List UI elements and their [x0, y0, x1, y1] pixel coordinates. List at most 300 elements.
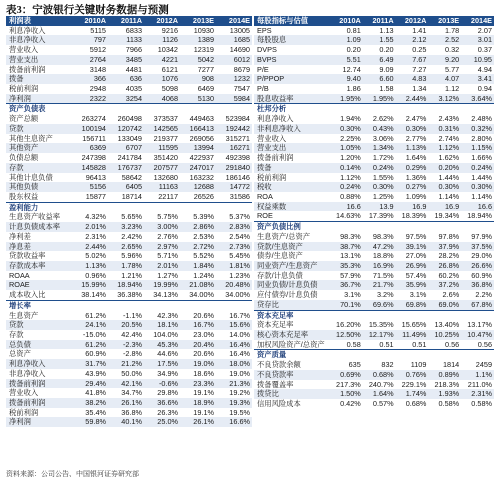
- row-label: 净利润: [6, 94, 72, 104]
- row-label: EPS: [257, 25, 272, 35]
- row-label: P/PPOP: [254, 74, 330, 84]
- cell-value: 97.8%: [438, 231, 460, 241]
- cell-value: 16.6: [330, 202, 363, 212]
- cell-value: 26526: [193, 191, 214, 201]
- cell-value: 145828: [72, 163, 108, 173]
- cell-value: 1.09%: [405, 191, 427, 201]
- cell-value: 156711: [82, 133, 106, 143]
- cell-value: 1.14%: [471, 191, 492, 201]
- cell-value: 26.3%: [157, 407, 178, 417]
- cell-value: 14772: [216, 182, 252, 192]
- row-label: 拨备: [6, 74, 72, 84]
- cell-value: 13.40%: [434, 320, 460, 330]
- year-column-header: 2014E: [461, 16, 494, 26]
- cell-value: 373537: [153, 114, 178, 124]
- cell-value: 16.4%: [216, 340, 252, 350]
- cell-value: 16.6: [461, 202, 494, 212]
- cell-value: 5.51: [330, 55, 363, 65]
- table-row: [254, 320, 494, 330]
- row-label: 非息净收入: [9, 368, 46, 378]
- cell-value: 0.69%: [330, 370, 363, 380]
- cell-value: 25.0%: [144, 417, 180, 427]
- row-label: 拨备: [254, 163, 330, 173]
- row-label: 成本收入比: [9, 290, 46, 300]
- cell-value: 37.2%: [428, 280, 461, 290]
- cell-value: 186146: [225, 172, 250, 182]
- left-financial-table: [6, 16, 252, 427]
- row-label: 营业收入: [9, 388, 39, 398]
- cell-value: 3148: [89, 64, 106, 74]
- table-row: [254, 330, 494, 340]
- cell-value: 70.1%: [330, 300, 363, 310]
- cell-value: 6.49: [363, 55, 396, 65]
- cell-value: 2.62%: [372, 114, 394, 124]
- source-footnote: [6, 469, 139, 479]
- table-section-row: [254, 104, 494, 114]
- table-row: [254, 280, 494, 290]
- cell-value: 422937: [189, 153, 214, 163]
- cell-value: -2.8%: [122, 349, 142, 359]
- cell-value: 797: [72, 35, 108, 45]
- row-label: 生息资产: [9, 310, 39, 320]
- table-row: [6, 388, 252, 398]
- cell-value: 5.96%: [121, 251, 142, 261]
- cell-value: 98.3%: [372, 231, 394, 241]
- cell-value: 18.0%: [216, 359, 252, 369]
- table-row: [254, 114, 494, 124]
- cell-value: 15.6%: [216, 320, 252, 330]
- cell-value: 6405: [108, 182, 144, 192]
- table-row: [254, 173, 494, 183]
- cell-value: 41.8%: [85, 388, 106, 398]
- cell-value: 7966: [125, 45, 142, 55]
- cell-value: 13.17%: [467, 320, 492, 330]
- cell-value: 39.1%: [396, 242, 429, 252]
- cell-value: 9.09: [379, 64, 394, 74]
- cell-value: 247398: [81, 153, 106, 163]
- cell-value: 1.72%: [372, 153, 394, 163]
- cell-value: 26.6%: [461, 261, 494, 271]
- cell-value: 28.2%: [438, 251, 460, 261]
- valuation-dupont-table: [254, 16, 494, 409]
- row-label: 存款成本率: [6, 261, 72, 271]
- table-row: [6, 74, 252, 84]
- cell-value: 97.5%: [405, 231, 427, 241]
- cell-value: 1.58: [379, 84, 394, 94]
- table-row: [6, 290, 252, 300]
- cell-value: 1.81%: [216, 261, 252, 271]
- cell-value: 60.9%: [85, 349, 106, 359]
- cell-value: 2.48%: [471, 114, 492, 124]
- cell-value: 5.77: [444, 64, 460, 74]
- cell-value: 1.24%: [193, 270, 214, 280]
- cell-value: 2322: [72, 94, 108, 104]
- cell-value: 18.94%: [108, 280, 144, 290]
- cell-value: 1.05%: [330, 143, 363, 153]
- cell-value: 1.34: [412, 84, 427, 94]
- cell-value: 19.34%: [434, 211, 460, 221]
- cell-value: 34.7%: [121, 388, 142, 398]
- cell-value: 2.44%: [72, 242, 108, 252]
- cell-value: 1.13%: [72, 261, 108, 271]
- cell-value: 240.7%: [368, 379, 394, 389]
- row-label: 生息资产收益率: [9, 212, 61, 222]
- cell-value: 19.1%: [193, 407, 214, 417]
- cell-value: 9216: [161, 25, 178, 35]
- section-title: 资产质量: [254, 350, 494, 360]
- table-row: [254, 84, 494, 94]
- cell-value: 2.01%: [144, 261, 180, 271]
- cell-value: 1232: [216, 74, 252, 84]
- cell-value: 37.5%: [461, 242, 494, 252]
- section-title: 资本充足率: [254, 310, 494, 320]
- year-column-header: 2010A: [330, 16, 363, 26]
- cell-value: 1389: [180, 35, 216, 45]
- cell-value: 217.3%: [336, 379, 361, 389]
- row-label: BVPS: [254, 55, 330, 65]
- cell-value: 97.9%: [471, 231, 492, 241]
- cell-value: 0.68%: [405, 399, 427, 409]
- cell-value: 11163: [144, 182, 180, 192]
- cell-value: 142565: [144, 124, 180, 134]
- cell-value: 14.63%: [336, 211, 361, 221]
- row-label: 债券/生息资产: [257, 251, 303, 261]
- cell-value: 3.06%: [372, 133, 394, 143]
- cell-value: 0.58%: [471, 399, 492, 409]
- cell-value: 18.9%: [180, 398, 216, 408]
- row-label: 总负债: [6, 340, 72, 350]
- cell-value: 635: [348, 360, 361, 370]
- cell-value: 16.7%: [180, 320, 216, 330]
- cell-value: 3.1%: [344, 290, 361, 300]
- cell-value: 0.58%: [438, 399, 460, 409]
- cell-value: 908: [180, 74, 216, 84]
- cell-value: 26.1%: [108, 398, 144, 408]
- cell-value: 5.39%: [193, 212, 214, 222]
- table-row: [254, 94, 494, 104]
- cell-value: 1076: [144, 74, 180, 84]
- cell-value: 9.40: [330, 74, 363, 84]
- cell-value: 1.78: [444, 25, 460, 35]
- cell-value: 60.9%: [471, 270, 492, 280]
- table-row: [6, 398, 252, 408]
- table-row: [254, 370, 494, 380]
- cell-value: 241784: [117, 153, 142, 163]
- cell-value: 2.6%: [442, 290, 460, 300]
- cell-value: 0.30%: [363, 182, 396, 192]
- cell-value: 43.9%: [85, 368, 106, 378]
- table-row: [6, 320, 252, 330]
- cell-value: 5984: [216, 94, 252, 104]
- section-title: 资产负债比例: [254, 222, 494, 232]
- cell-value: 20.4%: [180, 340, 216, 350]
- cell-value: 6.60: [363, 74, 396, 84]
- cell-value: 19.2%: [229, 388, 250, 398]
- cell-value: 40.1%: [108, 417, 144, 427]
- cell-value: 38.14%: [81, 290, 106, 300]
- table-row: [6, 143, 252, 153]
- row-label: ROAE: [6, 280, 72, 290]
- cell-value: 1.09: [330, 35, 363, 45]
- table-row: [254, 153, 494, 163]
- cell-value: 5130: [180, 94, 216, 104]
- cell-value: 0.96%: [85, 270, 106, 280]
- cell-value: 1.50%: [330, 389, 363, 399]
- row-label: 核心资本充足率: [254, 330, 330, 340]
- cell-value: 35.4%: [85, 407, 106, 417]
- cell-value: 2.76%: [157, 231, 178, 241]
- row-label: 信用风险成本: [257, 399, 301, 409]
- cell-value: 16271: [216, 143, 252, 153]
- cell-value: 44.6%: [157, 349, 178, 359]
- cell-value: 5156: [72, 182, 108, 192]
- row-label: 计息负债成本率: [6, 222, 72, 232]
- table-row: [6, 212, 252, 222]
- cell-value: 1.12%: [340, 172, 361, 182]
- table-row: [254, 182, 494, 192]
- cell-value: 19.1%: [193, 388, 214, 398]
- cell-value: 17.5%: [144, 359, 180, 369]
- cell-value: 2.01%: [72, 222, 108, 232]
- cell-value: 2.74%: [438, 133, 460, 143]
- cell-value: 1.23%: [229, 270, 250, 280]
- cell-value: 18.39%: [401, 211, 427, 221]
- table-row: [6, 271, 252, 281]
- cell-value: 1109: [410, 360, 427, 370]
- table-row: [6, 153, 252, 163]
- cell-value: 0.31%: [428, 124, 461, 134]
- cell-value: 10.25%: [428, 330, 461, 340]
- table-row: [254, 143, 494, 153]
- row-label: 权益乘数: [254, 202, 330, 212]
- cell-value: 10342: [157, 45, 178, 55]
- cell-value: 2.77%: [405, 133, 427, 143]
- cell-value: 5912: [89, 45, 106, 55]
- row-label: 贷存比: [254, 300, 330, 310]
- row-label: 利息净收入: [6, 359, 72, 369]
- table-row: [6, 84, 252, 94]
- cell-value: 21.08%: [180, 280, 216, 290]
- cell-value: 19.99%: [144, 280, 180, 290]
- table-row: [6, 192, 252, 202]
- row-label: ROA: [257, 191, 273, 201]
- cell-value: 0.76%: [396, 370, 429, 380]
- cell-value: 0.30%: [330, 124, 363, 134]
- cell-value: 24.1%: [72, 320, 108, 330]
- cell-value: 35.3%: [330, 261, 363, 271]
- table-row: [6, 369, 252, 379]
- cell-value: 219377: [153, 133, 178, 143]
- cell-value: 4.32%: [85, 212, 106, 222]
- row-label: 存款: [6, 163, 72, 173]
- table-row: [254, 26, 494, 36]
- table-row: [254, 35, 494, 45]
- cell-value: 0.25: [412, 45, 427, 55]
- cell-value: 31586: [229, 191, 250, 201]
- cell-value: 1.95%: [363, 94, 396, 104]
- table-row: [6, 65, 252, 75]
- cell-value: 104.0%: [153, 330, 178, 339]
- cell-value: 1814: [442, 360, 460, 370]
- cell-value: 449463: [189, 114, 214, 124]
- cell-value: 291840: [216, 163, 252, 173]
- cell-value: 50.0%: [121, 368, 142, 378]
- row-label: DVPS: [257, 45, 277, 55]
- row-label: 贷款: [6, 124, 72, 134]
- table-row: [6, 114, 252, 124]
- cell-value: 351420: [153, 153, 178, 163]
- table-row: [254, 242, 494, 252]
- cell-value: 0.37: [477, 45, 492, 55]
- cell-value: 192442: [216, 124, 252, 134]
- cell-value: 20.5%: [108, 320, 144, 330]
- table-row: [6, 182, 252, 192]
- cell-value: 2.80%: [471, 133, 492, 143]
- cell-value: 71.5%: [372, 270, 394, 280]
- cell-value: 218.3%: [434, 379, 460, 389]
- cell-value: 18714: [121, 191, 142, 201]
- row-label: 其他资产: [6, 143, 72, 153]
- cell-value: 132680: [153, 172, 178, 182]
- row-label: 税前利润: [257, 172, 287, 182]
- cell-value: 492398: [225, 153, 250, 163]
- table-row: [254, 251, 494, 261]
- cell-value: 20.6%: [193, 349, 214, 359]
- cell-value: 57.9%: [340, 270, 361, 280]
- cell-value: -2.3%: [108, 340, 144, 350]
- cell-value: 13994: [180, 143, 216, 153]
- cell-value: 0.24%: [363, 163, 396, 173]
- cell-value: 0.27%: [396, 182, 429, 192]
- cell-value: 1.84%: [180, 261, 216, 271]
- cell-value: 4.83: [396, 74, 429, 84]
- cell-value: 29.0%: [471, 251, 492, 261]
- year-column-header: 2014E: [216, 16, 252, 26]
- cell-value: 0.68%: [363, 370, 396, 380]
- table-section-row: [6, 202, 252, 212]
- row-label: 同业资产/生息资产: [254, 261, 330, 271]
- cell-value: 1.64%: [405, 153, 427, 163]
- section-title: 杜邦分析: [254, 104, 494, 114]
- right-financial-table: [254, 16, 494, 409]
- cell-value: 13.1%: [340, 251, 361, 261]
- table-row: [254, 211, 494, 221]
- cell-value: 20.6%: [193, 310, 214, 320]
- cell-value: 12688: [180, 182, 216, 192]
- cell-value: 18.6%: [193, 368, 214, 378]
- row-label: 股东权益: [9, 191, 39, 201]
- cell-value: 26.9%: [396, 261, 429, 271]
- cell-value: 4.07: [428, 74, 461, 84]
- cell-value: 1.12: [444, 84, 460, 94]
- cell-value: 5.71%: [157, 251, 178, 261]
- cell-value: 6469: [197, 84, 214, 94]
- cell-value: 2.07: [477, 25, 492, 35]
- table-row: [254, 340, 494, 350]
- cell-value: 58642: [121, 172, 142, 182]
- cell-value: 27.0%: [405, 251, 427, 261]
- cell-value: 0.20%: [428, 163, 461, 173]
- cell-value: 38.2%: [72, 398, 108, 408]
- table-row: [6, 359, 252, 369]
- cell-value: 229.1%: [401, 379, 427, 389]
- row-label: 税前利润: [9, 407, 39, 417]
- table-section-row: [254, 310, 494, 320]
- cell-value: -15.0%: [82, 330, 106, 339]
- table-row: [6, 55, 252, 65]
- row-label: 存款: [9, 330, 24, 339]
- cell-value: 0.32%: [461, 124, 494, 134]
- row-label: 拨备前利润: [6, 379, 72, 389]
- cell-value: 13005: [229, 25, 250, 35]
- cell-value: 1.27%: [157, 270, 178, 280]
- row-label: 其他计息负债: [9, 172, 53, 182]
- cell-value: 0.30%: [396, 124, 429, 134]
- cell-value: 0.51: [412, 339, 427, 349]
- cell-value: 45.3%: [144, 340, 180, 350]
- cell-value: 6833: [125, 25, 142, 35]
- cell-value: 16.9: [396, 202, 429, 212]
- cell-value: 29.8%: [157, 388, 178, 398]
- cell-value: 1.34%: [363, 143, 396, 153]
- row-label: 营业支出: [254, 143, 330, 153]
- cell-value: 0.14%: [330, 163, 363, 173]
- cell-value: 0.51: [379, 339, 394, 349]
- cell-value: 211.0%: [467, 379, 492, 389]
- cell-value: 163232: [189, 172, 214, 182]
- table-row: [254, 389, 494, 399]
- table-row: [254, 65, 494, 75]
- table-row: [254, 124, 494, 134]
- row-label: 净息差: [6, 242, 72, 252]
- cell-value: 1.44%: [471, 172, 492, 182]
- cell-value: 5.37%: [229, 212, 250, 222]
- cell-value: 5098: [161, 84, 178, 94]
- cell-value: 61.2%: [72, 340, 108, 350]
- cell-value: 47.2%: [363, 242, 396, 252]
- cell-value: 42.1%: [108, 379, 144, 389]
- row-label: 应付债券/计息负债: [257, 290, 318, 300]
- table-row: [254, 290, 494, 300]
- cell-value: 17.39%: [368, 211, 394, 221]
- cell-value: 5.02%: [85, 251, 106, 261]
- cell-value: 3.41: [461, 74, 494, 84]
- row-label: 总资产: [9, 349, 31, 359]
- cell-value: 6707: [108, 143, 144, 153]
- cell-value: 8679: [233, 64, 250, 74]
- cell-value: 21.7%: [363, 280, 396, 290]
- row-label: ROAA: [9, 270, 30, 280]
- cell-value: 2.31%: [461, 389, 494, 399]
- cell-value: 2764: [72, 55, 108, 65]
- cell-value: 100194: [72, 124, 108, 134]
- table-row: [254, 300, 494, 310]
- cell-value: 7277: [197, 64, 214, 74]
- cell-value: 1.55%: [372, 172, 394, 182]
- cell-value: 1.66%: [471, 153, 492, 163]
- cell-value: 0.42%: [340, 399, 361, 409]
- cell-value: 2.52: [428, 35, 461, 45]
- row-label: 其他生息资产: [9, 133, 53, 143]
- cell-value: 6121: [161, 64, 178, 74]
- cell-value: 14690: [229, 45, 250, 55]
- table-row: [6, 280, 252, 290]
- cell-value: 5042: [180, 55, 216, 65]
- row-label: 税收: [254, 182, 330, 192]
- cell-value: 1.74%: [396, 389, 429, 399]
- cell-value: 3.64%: [461, 94, 494, 104]
- cell-value: 3.00%: [144, 222, 180, 232]
